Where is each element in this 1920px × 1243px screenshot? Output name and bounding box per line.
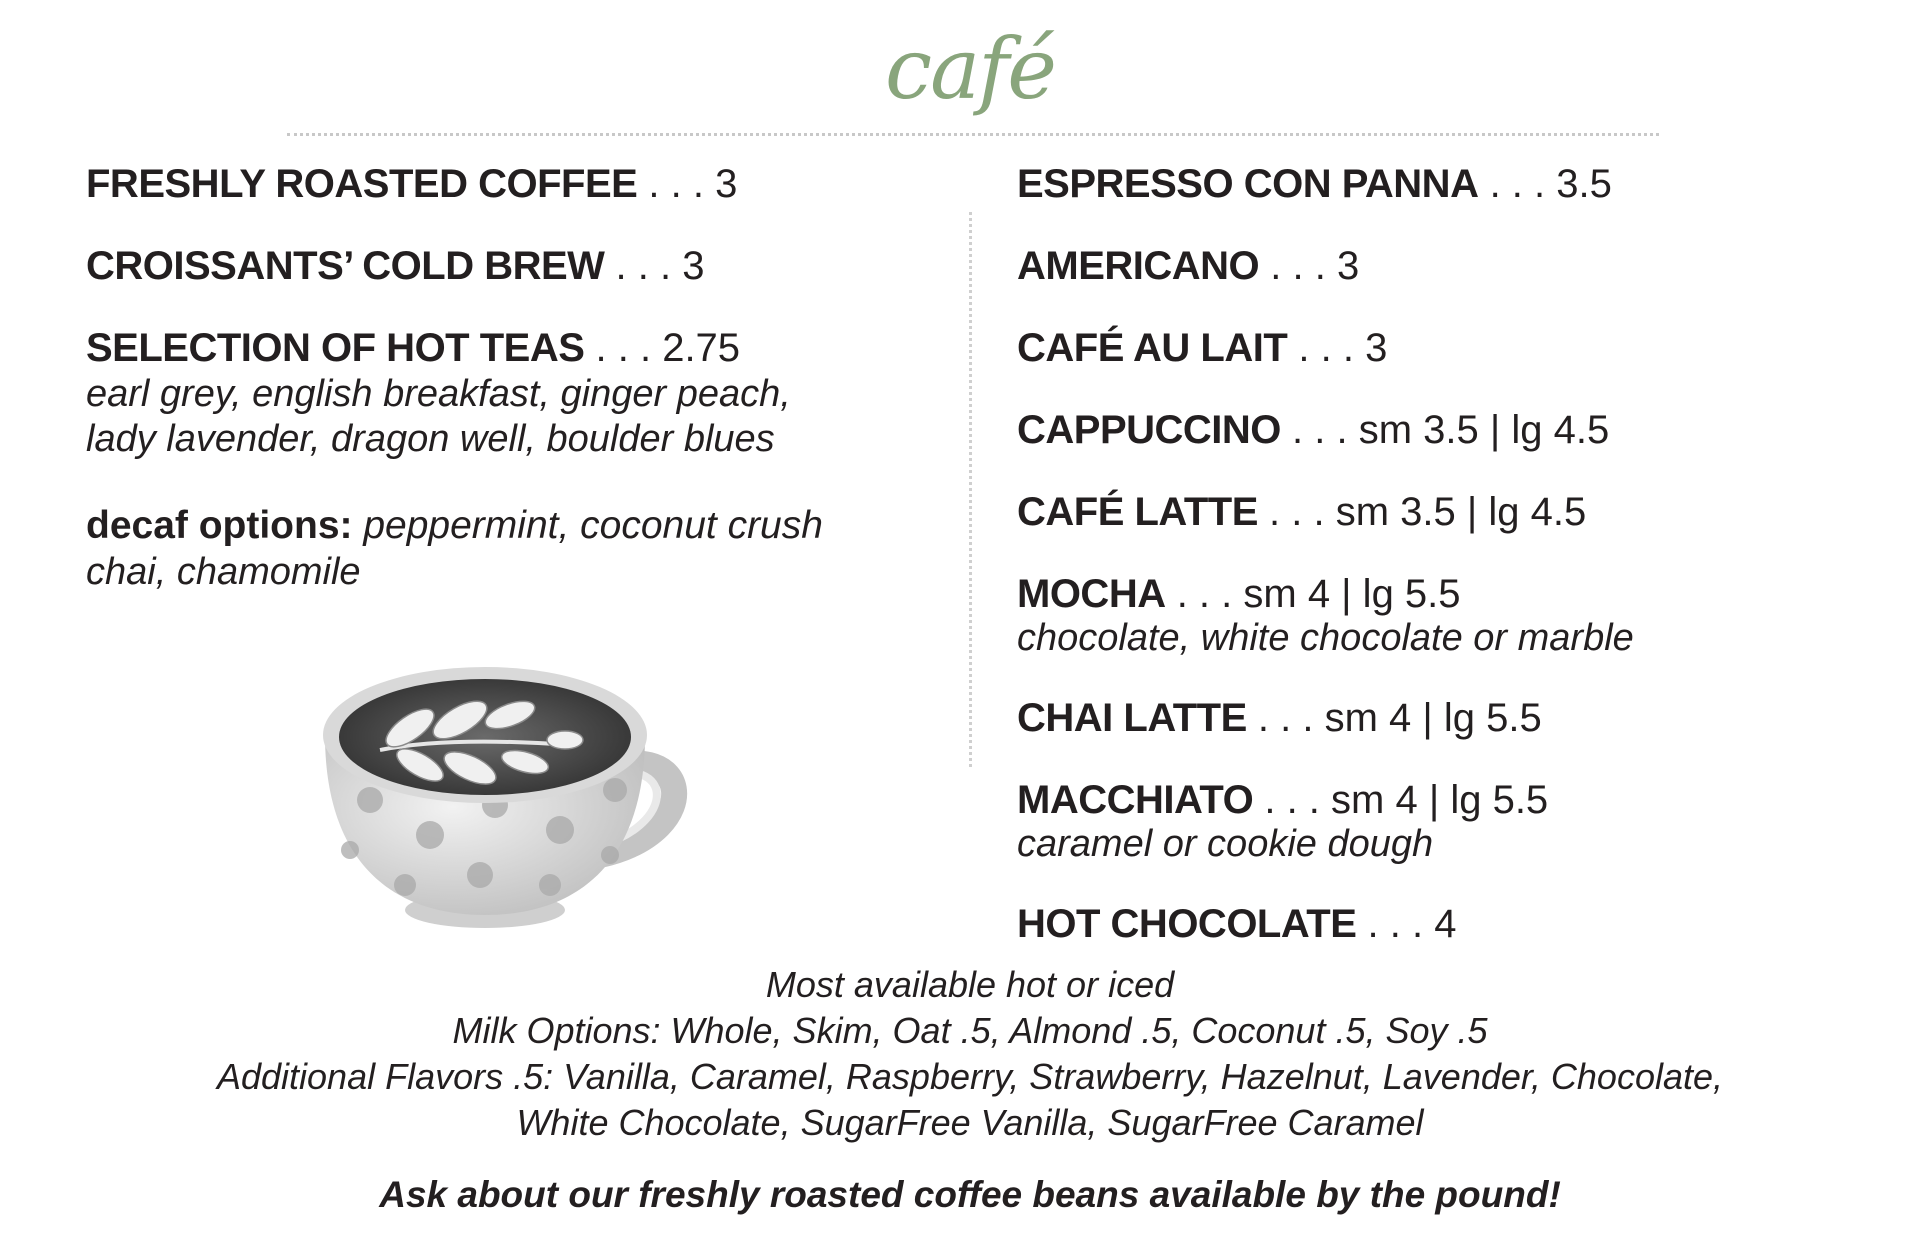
menu-item [1017, 242, 1359, 290]
item-name: FRESHLY ROASTED COFFEE [86, 162, 638, 206]
latte-cup-icon [310, 640, 700, 940]
menu-item [1017, 160, 1612, 208]
decaf-list-continued: chai, chamomile [86, 551, 361, 593]
coffee-beans-callout: Ask about our freshly roasted coffee beans available by the pound! [379, 1174, 1561, 1215]
item-price: . . . sm 4 | lg 5.5 [1246, 696, 1542, 740]
item-description: caramel or cookie dough [1017, 823, 1434, 865]
decaf-label: decaf options: [86, 504, 353, 547]
item-description: earl grey, english breakfast, ginger peach, [86, 373, 791, 415]
item-name: CAPPUCCINO [1017, 408, 1281, 452]
menu-item [1017, 488, 1586, 536]
menu-item [1017, 570, 1461, 618]
menu-item [1017, 776, 1548, 824]
menu-item [1017, 324, 1387, 372]
item-price: . . . sm 3.5 | lg 4.5 [1257, 490, 1587, 534]
item-name: CHAI LATTE [1017, 696, 1247, 740]
item-name: AMERICANO [1017, 244, 1260, 288]
item-price: . . . sm 4 | lg 5.5 [1253, 778, 1549, 822]
item-price: . . . 3 [604, 244, 705, 288]
item-name: HOT CHOCOLATE [1017, 902, 1357, 946]
menu-item [86, 160, 737, 208]
item-price: . . . 3 [637, 162, 738, 206]
item-price: . . . 3 [1287, 326, 1388, 370]
menu-title: café [885, 20, 1055, 118]
item-name: ESPRESSO CON PANNA [1017, 162, 1479, 206]
decaf-list: peppermint, coconut crush [352, 504, 823, 547]
item-price: . . . 3.5 [1478, 162, 1612, 206]
flavor-options-continued: White Chocolate, SugarFree Vanilla, SugarFree Caramel [516, 1102, 1424, 1143]
item-name: MOCHA [1017, 572, 1166, 616]
milk-options: Milk Options: Whole, Skim, Oat .5, Almond .5, Coconut .5, Soy .5 [452, 1010, 1488, 1051]
menu-item [86, 324, 740, 372]
item-name: CAFÉ LATTE [1017, 490, 1258, 534]
menu-item [86, 242, 704, 290]
title-divider [287, 133, 1659, 136]
item-name: SELECTION OF HOT TEAS [86, 326, 585, 370]
item-price: . . . 4 [1356, 902, 1457, 946]
column-divider [969, 212, 972, 767]
menu-item [1017, 406, 1609, 454]
item-description: chocolate, white chocolate or marble [1017, 617, 1634, 659]
item-price: . . . sm 4 | lg 5.5 [1165, 572, 1461, 616]
menu-item [1017, 900, 1456, 948]
item-name: MACCHIATO [1017, 778, 1254, 822]
menu-footer [0, 962, 1920, 1216]
item-name: CAFÉ AU LAIT [1017, 326, 1288, 370]
decaf-options [86, 502, 823, 550]
footer-note: Most available hot or iced [765, 964, 1175, 1005]
item-description: lady lavender, dragon well, boulder blues [86, 418, 775, 460]
menu-item [1017, 694, 1542, 742]
item-price: . . . 2.75 [584, 326, 741, 370]
item-name: CROISSANTS’ COLD BREW [86, 244, 605, 288]
item-price: . . . 3 [1259, 244, 1360, 288]
item-price: . . . sm 3.5 | lg 4.5 [1280, 408, 1610, 452]
flavor-options: Additional Flavors .5: Vanilla, Caramel, Raspberry, Strawberry, Hazelnut, Lavender, Chocolate, [216, 1056, 1724, 1097]
